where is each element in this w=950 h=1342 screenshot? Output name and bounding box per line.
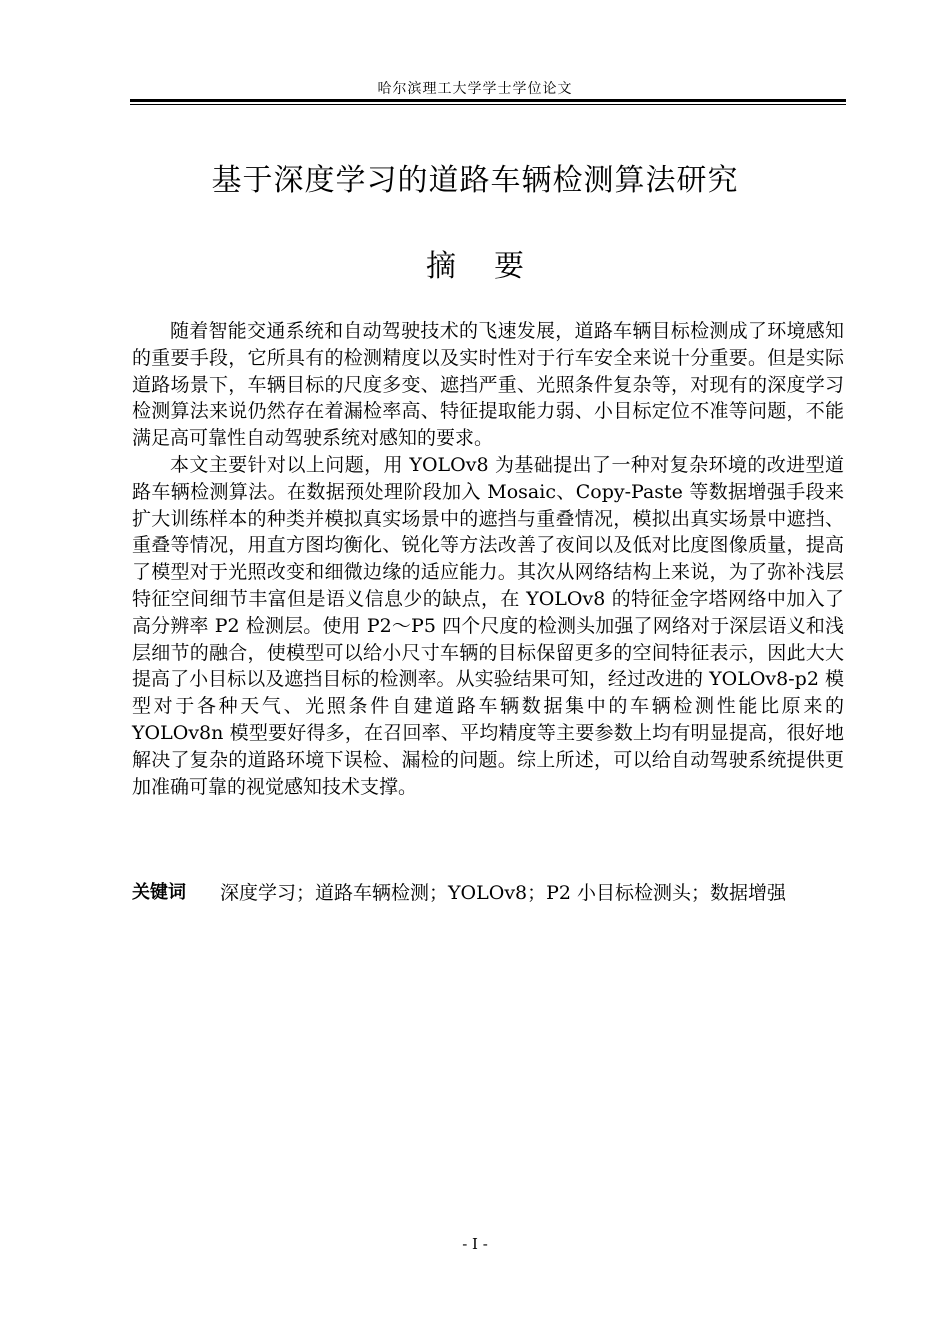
abstract-body bbox=[132, 318, 844, 800]
running-header: 哈尔滨理工大学学士学位论文 bbox=[377, 81, 573, 97]
abstract-paragraph-1: 随着智能交通系统和自动驾驶技术的飞速发展，道路车辆目标检测成了环境感知的重要手段，它所具有的检测精度以及实时性对于行车安全来说十分重要。但是实际道路场景下，车辆目标的尺度多变、遮挡严重、光照条件复杂等，对现有的深度学习检测算法来说仍然存在着漏检率高、特征提取能力弱、小目标定位不准等问题，不能满足高可靠性自动驾驶系统对感知的要求。 bbox=[132, 320, 844, 450]
abstract-heading-char-1: 摘 bbox=[426, 249, 456, 284]
keywords-block bbox=[132, 880, 844, 907]
page-number: - I - bbox=[462, 1235, 488, 1253]
header-rule-thin bbox=[130, 104, 846, 105]
header-rule-thick bbox=[130, 99, 846, 102]
abstract-heading bbox=[0, 241, 950, 285]
abstract-paragraph-2: 本文主要针对以上问题，用 YOLOv8 为基础提出了一种对复杂环境的改进型道路车辆检测算法。在数据预处理阶段加入 Mosaic、Copy-Paste 等数据增强手段来扩大训练样本的种类并模拟真实场景中的遮挡与重叠情况，模拟出真实场景中遮挡、重叠等情况，用直方图均衡化、锐化等方法改善了夜间以及低对比度图像质量，提高了模型对于光照改变和细微边缘的适应能力。其次从网络结构上来说，为了弥补浅层特征空间细节丰富但是语义信息少的缺点，在 YOLOv8 的特征金字塔网络中加入了高分辨率 P2 检测层。使用 P2～P5 四个尺度的检测头加强了网络对于深层语义和浅层细节的融合，使模型可以给小尺寸车辆的目标保留更多的空间特征表示，因此大大提高了小目标以及遮挡目标的检测率。从实验结果可知，经过改进的 YOLOv8-p2 模型对于各种天气、光照条件自建道路车辆数据集中的车辆检测性能比原来的 YOLOv8n 模型要好得多，在召回率、平均精度等主要参数上均有明显提高，很好地解决了复杂的道路环境下误检、漏检的问题。综上所述，可以给自动驾驶系统提供更加准确可靠的视觉感知技术支撑。 bbox=[132, 453, 844, 798]
document-title: 基于深度学习的道路车辆检测算法研究 bbox=[211, 163, 739, 198]
keywords-label: 关键词 bbox=[132, 882, 186, 903]
keywords-text: 深度学习；道路车辆检测；YOLOv8；P2 小目标检测头；数据增强 bbox=[220, 882, 787, 904]
abstract-heading-char-2: 要 bbox=[494, 249, 524, 284]
